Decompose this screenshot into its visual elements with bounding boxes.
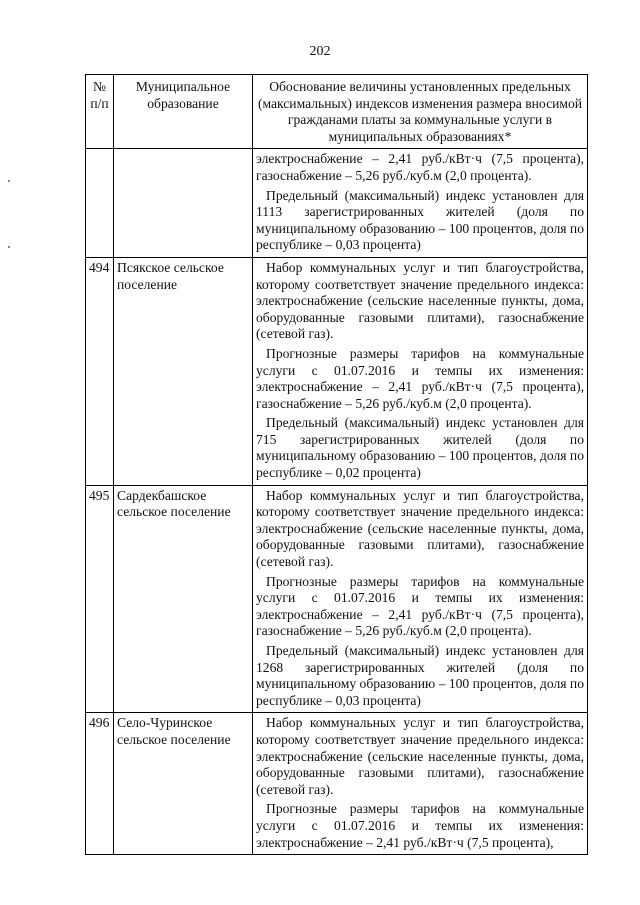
justification-paragraph: Предельный (максимальный) индекс установлен для 1268 зарегистрированных жителей (доля по муниципальному образованию – 100 процентов, доля по республике – 0,03 процента) [256,643,584,708]
header-num: № п/п [86,75,114,149]
page-number: 202 [309,44,331,59]
row-municipality: Псякское сельское поселение [114,257,253,485]
header-justification: Обоснование величины установленных предельных (максимальных) индексов изменения размера вносимой гражданами платы за коммунальные услуги в муниципальных образованиях* [253,75,588,149]
justification-paragraph: Прогнозные размеры тарифов на коммунальные услуги с 01.07.2016 и темпы их изменения: электроснабжение – 2,41 руб./кВт·ч (7,5 процента), газоснабжение – 5,26 руб./куб.м (2,0 процента). [256,573,584,639]
table-row [86,485,588,713]
justification-paragraph: Набор коммунальных услуг и тип благоустройства, которому соответствует значение предельного индекса: электроснабжение (сельские населенные пункты, дома, оборудованные газовыми плитами), газоснабжение (сетевой газ). [256,259,584,342]
justification-paragraph: электроснабжение – 2,41 руб./кВт·ч (7,5 процента), газоснабжение – 5,26 руб./куб.м (2,0 процента). [256,151,584,183]
row-num: 496 [86,713,114,855]
header-municipality: Муниципальное образование [114,75,253,149]
table-row [86,713,588,855]
table-row [86,257,588,485]
row-municipality: Село-Чуринское сельское поселение [114,713,253,855]
row-municipality: Сардекбашское сельское поселение [114,485,253,713]
row-municipality [114,149,253,258]
justification-paragraph: Прогнозные размеры тарифов на коммунальные услуги с 01.07.2016 и темпы их изменения: электроснабжение – 2,41 руб./кВт·ч (7,5 процента), газоснабжение – 5,26 руб./куб.м (2,0 процента). [256,345,584,411]
row-justification [253,713,588,855]
margin-mark [8,180,10,182]
row-justification [253,149,588,258]
row-num [86,149,114,258]
table-row-continuation [86,149,588,258]
justification-paragraph: Предельный (максимальный) индекс установлен для 715 зарегистрированных жителей (доля по муниципальному образованию – 100 процентов, доля по республике – 0,02 процента) [256,415,584,481]
row-justification [253,485,588,713]
justification-paragraph: Набор коммунальных услуг и тип благоустройства, которому соответствует значение предельного индекса: электроснабжение (сельские населенные пункты, дома, оборудованные газовыми плитами), газоснабжение (сетевой газ). [256,715,584,797]
table-header-row [86,75,588,149]
row-num: 495 [86,485,114,713]
index-justification-table [85,74,588,855]
row-num: 494 [86,257,114,485]
justification-paragraph: Предельный (максимальный) индекс установлен для 1113 зарегистрированных жителей (доля по муниципальному образованию – 100 процентов, доля по республике – 0,03 процента) [256,187,584,253]
justification-paragraph: Набор коммунальных услуг и тип благоустройства, которому соответствует значение предельного индекса: электроснабжение (сельские населенные пункты, дома, оборудованные газовыми плитами), газоснабжение (сетевой газ). [256,487,584,570]
justification-paragraph: Прогнозные размеры тарифов на коммунальные услуги с 01.07.2016 и темпы их изменения: электроснабжение – 2,41 руб./кВт·ч (7,5 процента), [256,801,584,850]
margin-mark [8,246,10,248]
row-justification [253,257,588,485]
